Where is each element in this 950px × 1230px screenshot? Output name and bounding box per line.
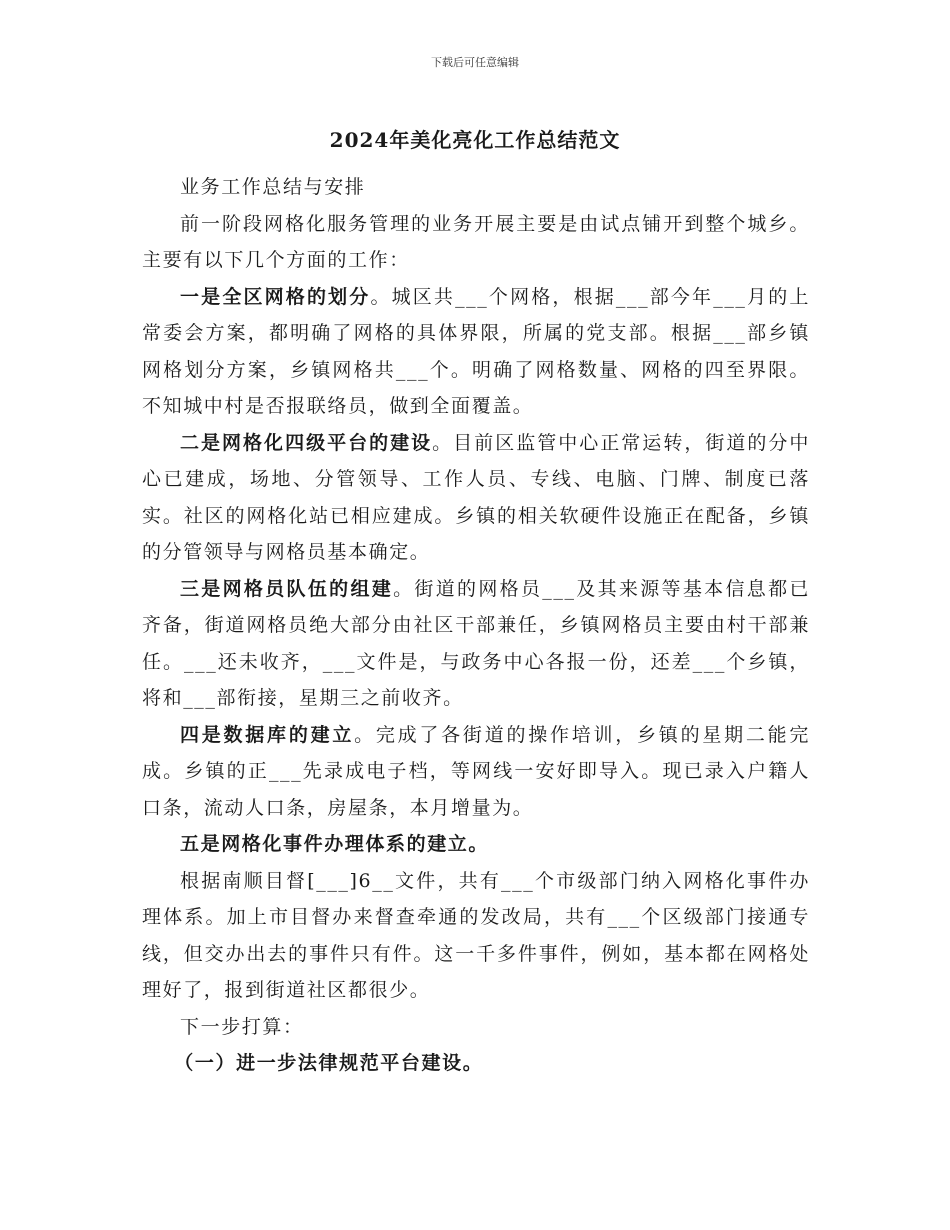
paragraph-item-5-heading	[142, 826, 810, 863]
item-3-text: 。街道的网格员___及其来源等基本信息都已齐备，街道网格员绝大部分由社区干部兼任，乡镇网格员主要由村干部兼任。___还未收齐，___文件是，与政务中心各报一份，还差___个乡镇，将和___部衔接，星期三之前收齐。	[142, 577, 810, 709]
paragraph-item-4	[142, 717, 810, 827]
item-1-heading: 一是全区网格的划分	[180, 285, 371, 308]
item-4-text: 。完成了各街道的操作培训，乡镇的星期二能完成。乡镇的正___先录成电子档，等网线一安好即导入。现已录入户籍人口条，流动人口条，房屋条，本月增量为。	[142, 723, 810, 819]
paragraph-item-3	[142, 571, 810, 717]
item-3-heading: 三是网格员队伍的组建	[180, 577, 394, 600]
item-2-text: 。目前区监管中心正常运转，街道的分中心已建成，场地、分管领导、工作人员、专线、电脑、门牌、制度已落实。社区的网格化站已相应建成。乡镇的相关软硬件设施正在配备，乡镇的分管领导与网格员基本确定。	[142, 431, 810, 563]
item-5-heading: 五是网格化事件办理体系的建立。	[180, 833, 490, 855]
document-body	[142, 169, 810, 1082]
paragraph-item-5-text: 根据南顺目督[___]6__文件，共有___个市级部门纳入网格化事件办理体系。加上市目督办来督查牵通的发改局，共有___个区级部门接通专线，但交办出去的事件只有件。这一千多件事件，例如，基本都在网格处理好了，报到街道社区都很少。	[142, 869, 810, 1001]
paragraph-item-2	[142, 425, 810, 571]
paragraph-subtitle: 业务工作总结与安排	[180, 176, 366, 198]
document-title: 2024年美化亮化工作总结范文	[329, 128, 621, 152]
item-4-heading: 四是数据库的建立	[180, 723, 355, 746]
paragraph-item-1	[142, 279, 810, 425]
paragraph-step-1-heading: （一）进一步法律规范平台建设。	[174, 1052, 484, 1074]
header-note: 下载后可任意编辑	[431, 56, 519, 69]
item-1-text: 。城区共___个网格，根据___部今年___月的上常委会方案，都明确了网格的具体界限，所属的党支部。根据___部乡镇网格划分方案，乡镇网格共___个。明确了网格数量、网格的四至界限。不知城中村是否报联络员，做到全面覆盖。	[142, 285, 810, 417]
item-2-heading: 二是网格化四级平台的建设	[180, 431, 433, 454]
paragraph-next-steps: 下一步打算：	[180, 1015, 304, 1038]
paragraph-intro: 前一阶段网格化服务管理的业务开展主要是由试点铺开到整个城乡。主要有以下几个方面的工作：	[142, 212, 810, 271]
